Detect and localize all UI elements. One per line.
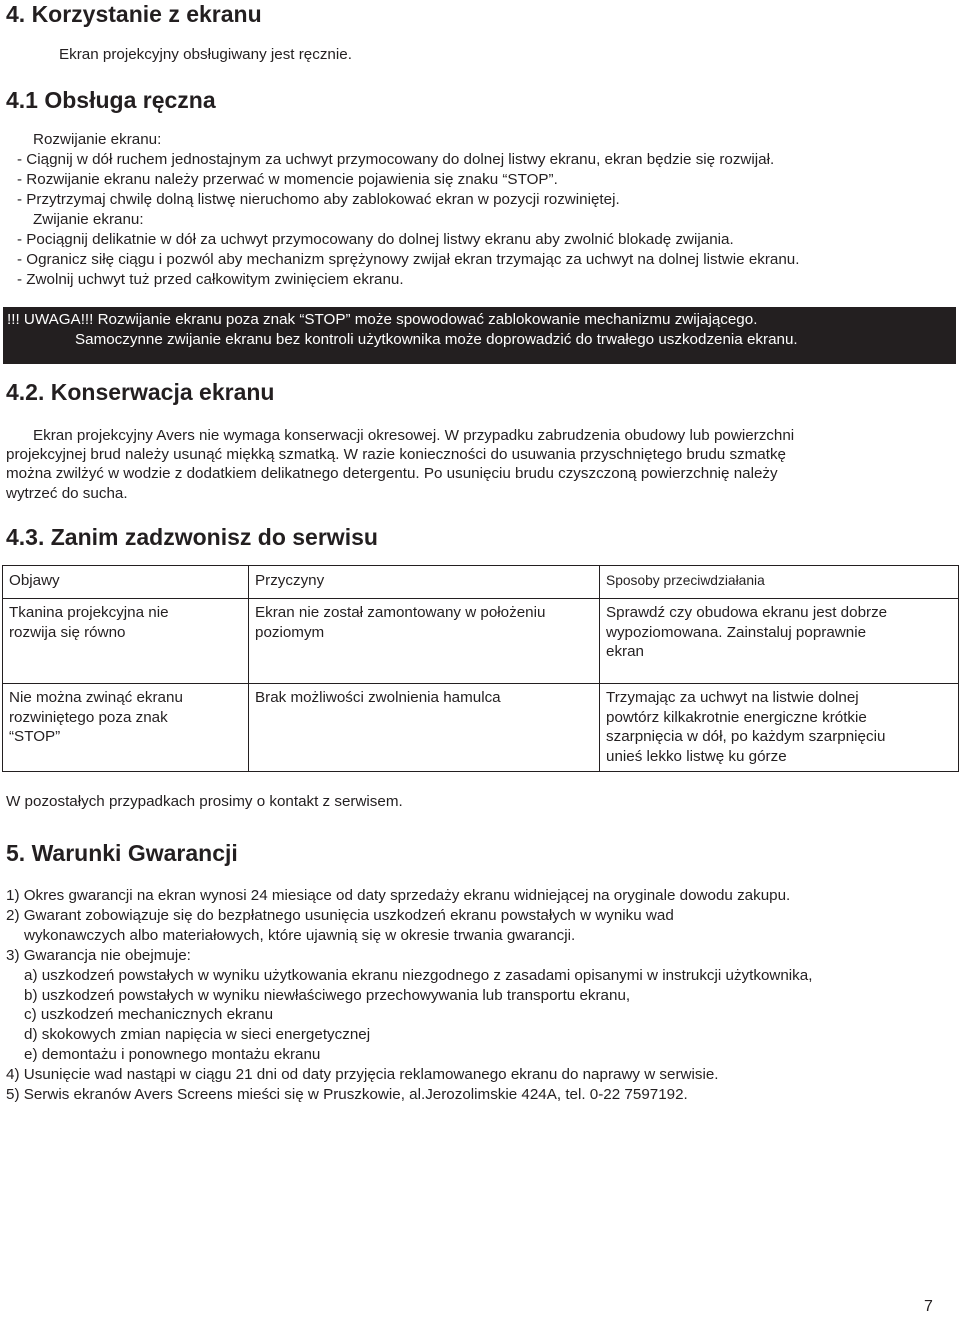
cell-line: wypoziomowana. Zainstaluj poprawnie	[606, 623, 867, 641]
warranty-line: 5) Serwis ekranów Avers Screens mieści się w Pruszkowie, al.Jerozolimskie 424A, tel. 0-22 7597192.	[6, 1086, 688, 1103]
cell-line: Nie można zwinąć ekranu	[9, 689, 183, 706]
roll-heading: Zwijanie ekranu:	[33, 211, 144, 228]
instruction-line: - Ogranicz siłę ciągu i pozwól aby mechanizm sprężynowy zwijał ekran trzymając za uchwyt na dolnej listwie ekranu.	[17, 251, 800, 268]
warranty-line: wykonawczych albo materiałowych, które ujawnią się w okresie trwania gwarancji.	[24, 927, 576, 944]
table-header-row	[3, 566, 959, 599]
cell-line: “STOP”	[9, 728, 61, 746]
warning-box	[3, 307, 956, 364]
maintenance-line: Ekran projekcyjny Avers nie wymaga konserwacji okresowej. W przypadku zabrudzenia obudowy lub powierzchni	[33, 427, 795, 444]
instruction-line: - Ciągnij w dół ruchem jednostajnym za uchwyt przymocowany do dolnej listwy ekranu, ekran będzie się rozwijał.	[17, 151, 775, 168]
cell-line: Trzymając za uchwyt na listwie dolnej	[606, 689, 859, 706]
section-4-title: 4. Korzystanie z ekranu	[6, 1, 262, 27]
section-5-title: 5. Warunki Gwarancji	[6, 840, 238, 866]
symptom-cell	[3, 684, 249, 772]
cell-line: poziomym	[255, 623, 325, 641]
instruction-line: - Rozwijanie ekranu należy przerwać w momencie pojawienia się znaku “STOP”.	[17, 171, 558, 188]
header-symptoms: Objawy	[3, 566, 249, 599]
cell-line: Sprawdź czy obudowa ekranu jest dobrze	[606, 604, 888, 621]
cell-line: szarpnięcia w dół, po każdym szarpnięciu	[606, 728, 886, 746]
cell-line: rozwija się równo	[9, 623, 126, 641]
section-4-2-title: 4.2. Konserwacja ekranu	[6, 379, 275, 405]
page-number: 7	[924, 1298, 933, 1315]
warranty-line: 3) Gwarancja nie obejmuje:	[6, 947, 191, 964]
table-row	[3, 599, 959, 684]
cell-line: ekran	[606, 643, 644, 661]
instruction-line: - Pociągnij delikatnie w dół za uchwyt przymocowany do dolnej listwy ekranu aby zwolnić blokadę zwijania.	[17, 231, 734, 248]
cause-cell	[249, 684, 600, 772]
service-contact-note: W pozostałych przypadkach prosimy o kontakt z serwisem.	[6, 793, 403, 810]
warranty-exclusion: d) skokowych zmian napięcia w sieci energetycznej	[24, 1026, 371, 1043]
instruction-line: - Przytrzymaj chwilę dolną listwę nieruchomo aby zablokować ekran w pozycji rozwiniętej.	[17, 191, 620, 208]
maintenance-line: można zwilżyć w wodzie z dodatkiem delikatnego detergentu. Po usunięciu brudu czyszczoną powierzchnię należy	[6, 465, 778, 482]
warranty-exclusion: c) uszkodzeń mechanicznych ekranu	[24, 1006, 274, 1023]
cell-line: Ekran nie został zamontowany w położeniu	[255, 604, 546, 621]
cell-line: Tkanina projekcyjna nie	[9, 604, 169, 621]
troubleshooting-table	[2, 565, 959, 772]
warranty-exclusion: a) uszkodzeń powstałych w wyniku użytkowania ekranu niezgodnego z zasadami opisanymi w instrukcji użytkownika,	[24, 967, 813, 984]
section-4-intro: Ekran projekcyjny obsługiwany jest ręcznie.	[59, 46, 352, 63]
warranty-exclusion: b) uszkodzeń powstałych w wyniku niewłaściwego przechowywania lub transportu ekranu,	[24, 987, 631, 1004]
cell-line: powtórz kilkakrotnie energiczne krótkie	[606, 708, 867, 726]
header-remedies: Sposoby przeciwdziałania	[600, 566, 959, 599]
warranty-exclusion: e) demontażu i ponownego montażu ekranu	[24, 1046, 321, 1063]
unroll-heading: Rozwijanie ekranu:	[33, 131, 162, 148]
warning-line-1: !!! UWAGA!!! Rozwijanie ekranu poza znak “STOP” może spowodować zablokowanie mechanizmu zwijającego.	[7, 311, 758, 328]
warranty-line: 2) Gwarant zobowiązuje się do bezpłatnego usunięcia uszkodzeń ekranu powstałych w wyniku wad	[6, 907, 674, 924]
instruction-line: - Zwolnij uchwyt tuż przed całkowitym zwinięciem ekranu.	[17, 271, 404, 288]
table-row	[3, 684, 959, 772]
warranty-line: 1) Okres gwarancji na ekran wynosi 24 miesiące od daty sprzedaży ekranu widniejącej na oryginale dowodu zakupu.	[6, 887, 791, 904]
header-causes: Przyczyny	[249, 566, 600, 599]
remedy-cell	[600, 599, 959, 684]
remedy-cell	[600, 684, 959, 772]
maintenance-line: wytrzeć do sucha.	[6, 485, 128, 502]
maintenance-line: projekcyjnej brud należy usunąć miękką szmatką. W razie konieczności do usuwania przyschniętego brudu szmatkę	[6, 446, 786, 463]
cell-line: rozwiniętego poza znak	[9, 708, 168, 726]
section-4-1-title: 4.1 Obsługa ręczna	[6, 87, 216, 113]
warning-line-2: Samoczynne zwijanie ekranu bez kontroli użytkownika może doprowadzić do trwałego uszkodzenia ekranu.	[75, 331, 798, 348]
cell-line: Brak możliwości zwolnienia hamulca	[255, 689, 501, 706]
section-4-3-title: 4.3. Zanim zadzwonisz do serwisu	[6, 524, 378, 550]
symptom-cell	[3, 599, 249, 684]
warranty-line: 4) Usunięcie wad nastąpi w ciągu 21 dni od daty przyjęcia reklamowanego ekranu do naprawy w serwisie.	[6, 1066, 719, 1083]
cause-cell	[249, 599, 600, 684]
cell-line: unieś lekko listwę ku górze	[606, 748, 787, 766]
